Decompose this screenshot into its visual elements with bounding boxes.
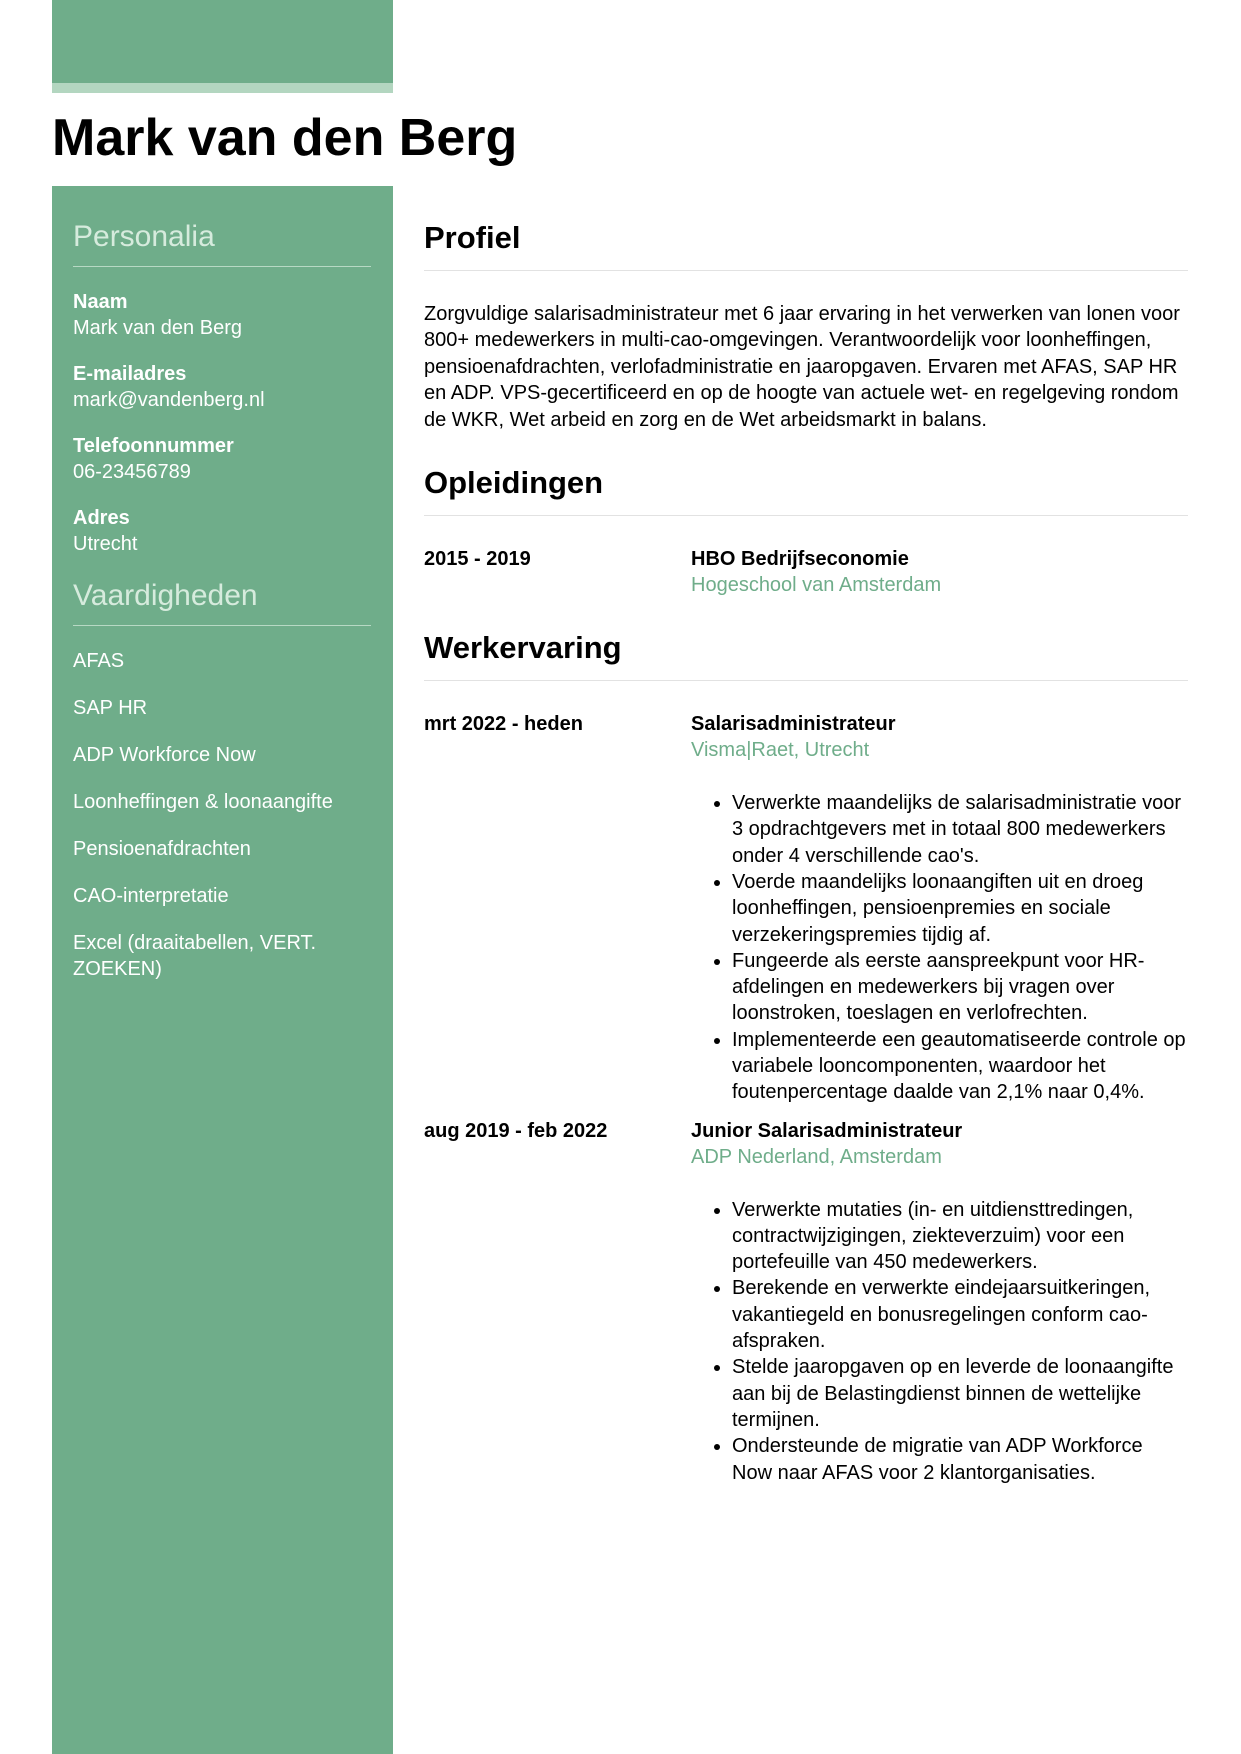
profile-text: Zorgvuldige salarisadministrateur met 6 jaar ervaring in het verwerken van lonen voor 800+ medewerkers in multi-cao-omgevingen. Verantwoordelijk voor loonheffingen, pensioenafdrachten, verlofadministratie en jaaropgaven. Ervaren met AFAS, SAP HR en ADP. VPS-gecertificeerd en op de hoogte van actuele wet- en regelgeving rondom de WKR, Wet arbeid en zorg en de Wet arbeidsmarkt in balans. [424, 303, 1180, 431]
personalia-heading: Personalia [73, 218, 371, 267]
experience-details [691, 711, 1188, 1106]
experience-period: aug 2019 - feb 2022 [424, 1119, 608, 1142]
job-bullets [691, 790, 1188, 1106]
skill-item: AFAS [73, 650, 125, 672]
education-details [691, 546, 1188, 598]
header-accent-stripe [52, 83, 393, 93]
education-title: HBO Bedrijfseconomie [691, 548, 909, 571]
job-bullet: • Voerde maandelijks loonaangiften uit en droeg loonheffingen, pensioenpremies en sociale verzekeringspremies tijdig af. [732, 869, 1188, 948]
skill-item: Excel (draaitabellen, VERT. ZOEKEN) [73, 932, 317, 980]
profile-heading: Profiel [424, 186, 1188, 271]
job-title: Junior Salarisadministrateur [691, 1119, 963, 1142]
job-bullet: • Implementeerde een geautomatiseerde controle op variabele looncomponenten, waardoor het foutenpercentage daalde van 2,1% naar 0,4%. [732, 1027, 1188, 1106]
job-bullet: • Ondersteunde de migratie van ADP Workforce Now naar AFAS voor 2 klantorganisaties. [732, 1433, 1188, 1486]
skills-heading: Vaardigheden [73, 577, 371, 626]
experience-period: mrt 2022 - heden [424, 713, 583, 736]
experience-section [424, 598, 1188, 1486]
job-bullet: • Berekende en verwerkte eindejaarsuitkeringen, vakantiegeld en bonusregelingen conform cao-afspraken. [732, 1275, 1188, 1354]
education-institution: Hogeschool van Amsterdam [691, 574, 942, 597]
personalia-value: mark@vandenberg.nl [73, 389, 265, 411]
job-bullet: • Fungeerde als eerste aanspreekpunt voor HR-afdelingen en medewerkers bij vragen over loonstroken, toeslagen en verlofrechten. [732, 948, 1188, 1027]
profile-section [424, 186, 1188, 433]
job-bullets [691, 1197, 1188, 1486]
personalia-label: Adres [73, 507, 130, 529]
personalia-phone [73, 433, 371, 485]
skill-item: CAO-interpretatie [73, 885, 229, 907]
sidebar [52, 186, 393, 1754]
job-company: ADP Nederland, Amsterdam [691, 1145, 942, 1168]
main-content [424, 186, 1188, 1486]
personalia-value: 06-23456789 [73, 461, 191, 483]
job-bullet: • Verwerkte mutaties (in- en uitdiensttredingen, contractwijzigingen, ziekteverzuim) voor een portefeuille van 450 medewerkers. [732, 1197, 1188, 1276]
personalia-address [73, 505, 371, 557]
experience-entry [424, 711, 1188, 1106]
header-accent-band [52, 0, 393, 83]
skill-item: Pensioenafdrachten [73, 838, 251, 860]
job-title: Salarisadministrateur [691, 713, 896, 736]
personalia-value: Utrecht [73, 533, 138, 555]
personalia-label: Naam [73, 291, 128, 313]
education-heading: Opleidingen [424, 433, 1188, 516]
candidate-name: Mark van den Berg [52, 109, 518, 167]
skill-item: Loonheffingen & loonaangifte [73, 791, 333, 813]
job-bullet: • Verwerkte maandelijks de salarisadministratie voor 3 opdrachtgevers met in totaal 800 medewerkers onder 4 verschillende cao's. [732, 790, 1188, 869]
personalia-email [73, 361, 371, 413]
experience-details [691, 1118, 1188, 1486]
skills-list [73, 648, 371, 982]
skill-item: ADP Workforce Now [73, 744, 256, 766]
job-bullet: • Stelde jaaropgaven op en leverde de loonaangifte aan bij de Belastingdienst binnen de wettelijke termijnen. [732, 1354, 1188, 1433]
experience-entry [424, 1118, 1188, 1486]
education-entry [424, 546, 1188, 598]
experience-heading: Werkervaring [424, 598, 1188, 681]
education-section [424, 433, 1188, 598]
personalia-label: Telefoonnummer [73, 435, 234, 457]
skill-item: SAP HR [73, 697, 148, 719]
education-period: 2015 - 2019 [424, 548, 531, 571]
job-company: Visma|Raet, Utrecht [691, 739, 870, 762]
personalia-name [73, 289, 371, 341]
personalia-label: E-mailadres [73, 363, 187, 385]
personalia-value: Mark van den Berg [73, 317, 242, 339]
